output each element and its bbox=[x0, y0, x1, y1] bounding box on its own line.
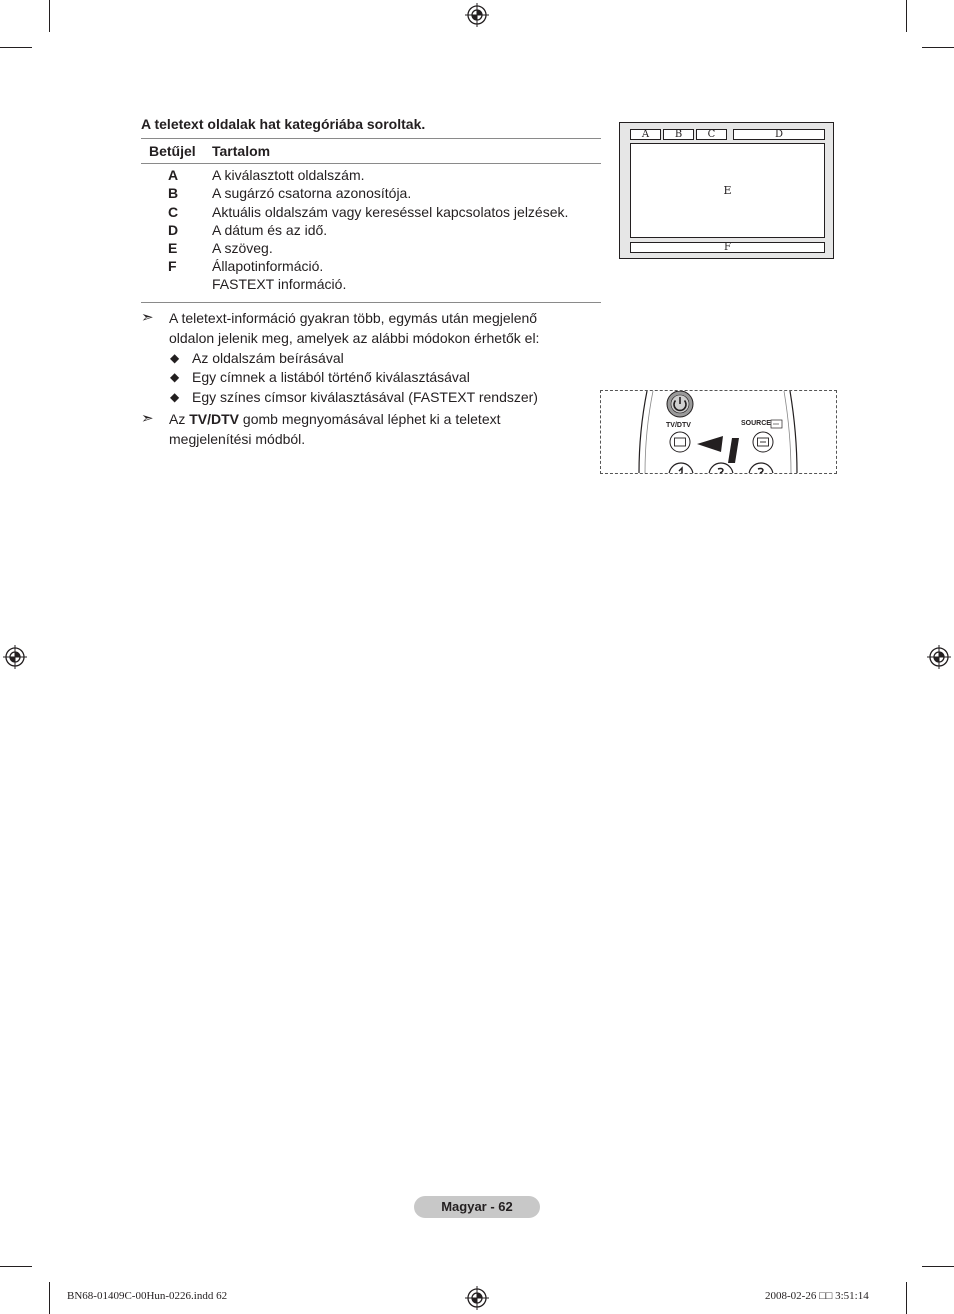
remote-control-illustration bbox=[600, 390, 837, 474]
column-header-content: Tartalom bbox=[212, 143, 271, 159]
note-exit-teletext bbox=[141, 409, 581, 451]
note-teletext-pages bbox=[141, 308, 581, 350]
page-number-badge: Magyar - 62 bbox=[414, 1196, 540, 1218]
row-letter: F bbox=[168, 258, 177, 274]
row-letter: B bbox=[168, 185, 179, 201]
row-letter: A bbox=[168, 167, 179, 183]
row-letter: E bbox=[168, 240, 178, 256]
note-text-post: gomb megnyomásával léphet ki a teletext bbox=[239, 411, 501, 427]
note-text: oldalon jelenik meg, amelyek az alábbi módokon érhetők el: bbox=[169, 330, 540, 346]
row-text: A szöveg. bbox=[212, 240, 273, 256]
footer-timestamp: 2008-02-26 □□ 3:51:14 bbox=[765, 1290, 869, 1302]
table-rule bbox=[141, 302, 601, 303]
column-header-letter: Betűjel bbox=[149, 143, 196, 159]
crop-mark bbox=[0, 1266, 32, 1267]
row-text: A dátum és az idő. bbox=[212, 222, 328, 238]
row-letter: C bbox=[168, 204, 179, 220]
note-text-button-name: TV/DTV bbox=[189, 411, 240, 427]
registration-mark-icon bbox=[927, 645, 951, 669]
note-text-pre: Az bbox=[169, 411, 190, 427]
row-letter: D bbox=[168, 222, 179, 238]
table-row bbox=[141, 258, 601, 276]
row-text: Aktuális oldalszám vagy kereséssel kapcsolatos jelzések. bbox=[212, 204, 569, 220]
source-label: SOURCE bbox=[741, 420, 771, 427]
section-intro: A teletext oldalak hat kategóriába soroltak. bbox=[141, 116, 426, 132]
registration-mark-icon bbox=[465, 1286, 489, 1310]
list-item-text: Egy színes címsor kiválasztásával (FASTEXT rendszer) bbox=[192, 389, 538, 405]
diamond-bullet-icon: ◆ bbox=[170, 390, 180, 404]
registration-mark-icon bbox=[465, 3, 489, 27]
teletext-zone-b: B bbox=[663, 129, 694, 140]
row-text: Állapotinformáció. bbox=[212, 258, 324, 274]
crop-mark bbox=[922, 1266, 954, 1267]
footer-filename: BN68-01409C-00Hun-0226.indd 62 bbox=[67, 1290, 228, 1302]
list-item-text: Egy címnek a listából történő kiválasztásával bbox=[192, 369, 470, 385]
crop-mark bbox=[906, 0, 907, 32]
diamond-bullet-icon: ◆ bbox=[170, 351, 180, 365]
row-text: FASTEXT információ. bbox=[212, 276, 347, 292]
teletext-screen-diagram bbox=[619, 122, 834, 259]
teletext-zone-d: D bbox=[733, 129, 825, 140]
table-row bbox=[141, 204, 601, 222]
teletext-zone-f: F bbox=[630, 242, 825, 253]
table-row bbox=[141, 185, 601, 203]
teletext-zone-c: C bbox=[696, 129, 727, 140]
table-row bbox=[141, 240, 601, 258]
table-row bbox=[141, 222, 601, 240]
teletext-zone-e: E bbox=[630, 143, 825, 238]
teletext-zone-a: A bbox=[630, 129, 661, 140]
crop-mark bbox=[49, 0, 50, 32]
note-text bbox=[169, 409, 501, 429]
category-table bbox=[141, 138, 601, 303]
crop-mark bbox=[0, 47, 32, 48]
table-header bbox=[141, 139, 601, 163]
table-row bbox=[141, 276, 601, 294]
remote-body-icon bbox=[601, 391, 836, 473]
registration-mark-icon bbox=[3, 645, 27, 669]
note-text: A teletext-információ gyakran több, egymás után megjelenő bbox=[169, 310, 538, 326]
row-text: A sugárzó csatorna azonosítója. bbox=[212, 185, 412, 201]
note-arrow-icon: ➣ bbox=[141, 309, 154, 326]
list-item-text: Az oldalszám beírásával bbox=[192, 350, 344, 366]
table-row bbox=[141, 167, 601, 185]
table-body bbox=[141, 164, 601, 302]
diamond-bullet-icon: ◆ bbox=[170, 370, 180, 384]
note-text: megjelenítési módból. bbox=[169, 431, 306, 447]
row-text: A kiválasztott oldalszám. bbox=[212, 167, 365, 183]
note-arrow-icon: ➣ bbox=[141, 410, 154, 427]
tv-dtv-label: TV/DTV bbox=[666, 422, 691, 429]
crop-mark bbox=[906, 1282, 907, 1314]
crop-mark bbox=[49, 1282, 50, 1314]
crop-mark bbox=[922, 47, 954, 48]
